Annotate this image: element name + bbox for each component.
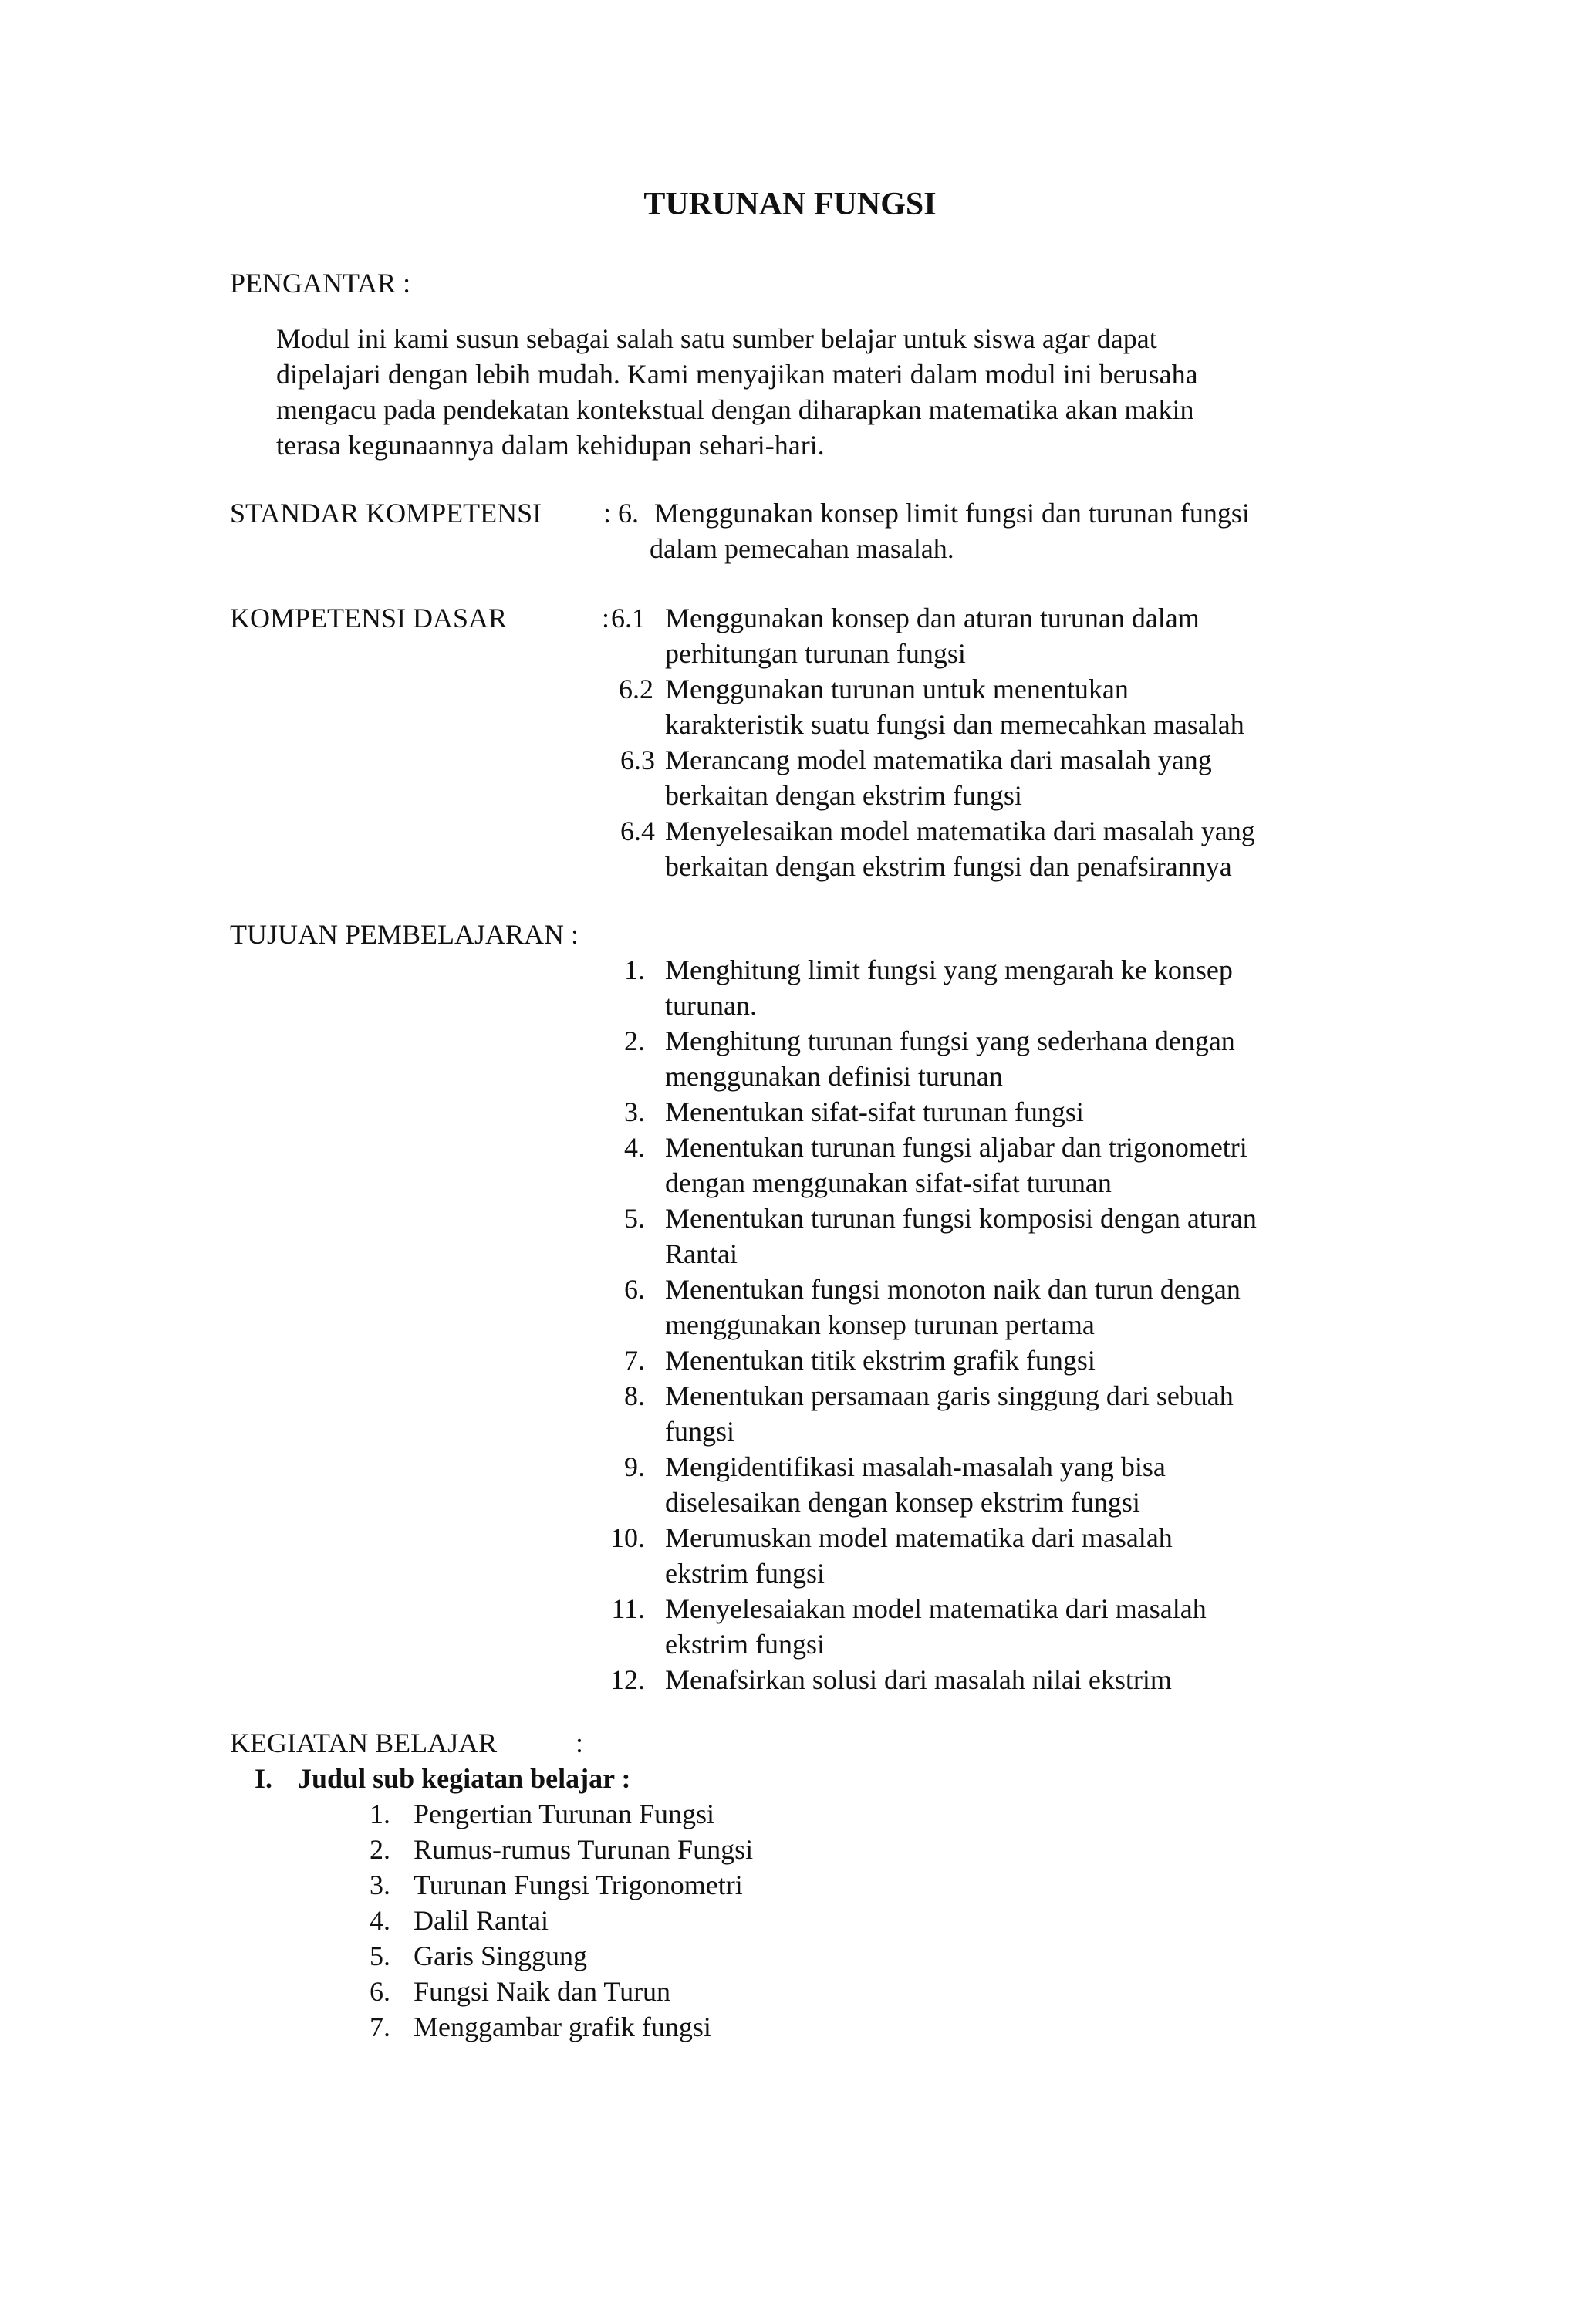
standar-kompetensi-label: STANDAR KOMPETENSI [230,498,542,529]
tujuan-text: Menyelesaiakan model matematika dari masalah [665,1593,1207,1624]
tujuan-text: Menentukan turunan fungsi aljabar dan trigonometri [665,1132,1247,1163]
tujuan-text: Menghitung limit fungsi yang mengarah ke konsep [665,954,1233,985]
kegiatan-item-text: Fungsi Naik dan Turun [414,1976,671,2007]
tujuan-text: Mengidentifikasi masalah-masalah yang bisa [665,1451,1166,1482]
kegiatan-number: 6. [370,1976,390,2007]
tujuan-text: Rantai [665,1238,738,1269]
tujuan-text: diselesaikan dengan konsep ekstrim fungsi [665,1487,1140,1518]
tujuan-text: Menentukan persamaan garis singgung dari sebuah [665,1380,1234,1411]
pengantar-line: mengacu pada pendekatan kontekstual dengan diharapkan matematika akan makin [276,394,1194,425]
tujuan-number: 12. [610,1664,645,1695]
kegiatan-number: 4. [370,1905,390,1936]
kompetensi-dasar-text: Menggunakan turunan untuk menentukan [665,674,1129,704]
tujuan-text: Merumuskan model matematika dari masalah [665,1522,1173,1553]
tujuan-text: Menafsirkan solusi dari masalah nilai ekstrim [665,1664,1172,1695]
tujuan-text: ekstrim fungsi [665,1558,825,1589]
kegiatan-item-text: Turunan Fungsi Trigonometri [414,1870,743,1900]
tujuan-text: menggunakan definisi turunan [665,1061,1003,1092]
kegiatan-item-text: Menggambar grafik fungsi [414,2012,711,2042]
kegiatan-belajar-label: KEGIATAN BELAJAR [230,1728,498,1758]
kompetensi-dasar-text: karakteristik suatu fungsi dan memecahkan masalah [665,709,1244,740]
tujuan-text: Menentukan fungsi monoton naik dan turun dengan [665,1274,1241,1305]
kegiatan-number: 2. [370,1834,390,1865]
tujuan-number: 1. [624,954,645,985]
kompetensi-dasar-text: Menggunakan konsep dan aturan turunan dalam [665,603,1200,633]
kompetensi-dasar-number: 6.3 [620,745,655,775]
tujuan-text: Menentukan sifat-sifat turunan fungsi [665,1096,1084,1127]
kompetensi-dasar-text: berkaitan dengan ekstrim fungsi [665,780,1022,811]
kompetensi-dasar-text: Merancang model matematika dari masalah yang [665,745,1212,775]
standar-kompetensi-line: dalam pemecahan masalah. [650,533,954,564]
pengantar-line: Modul ini kami susun sebagai salah satu sumber belajar untuk siswa agar dapat [276,323,1157,354]
kegiatan-number: 5. [370,1941,390,1971]
tujuan-text: Menentukan turunan fungsi komposisi dengan aturan [665,1203,1257,1234]
kompetensi-dasar-number: 6.4 [620,816,655,846]
tujuan-number: 10. [610,1522,645,1553]
kegiatan-number: 3. [370,1870,390,1900]
kegiatan-belajar-colon: : [576,1728,584,1758]
page-title: TURUNAN FUNGSI [643,187,937,222]
kompetensi-dasar-number: 6.1 [611,603,646,633]
tujuan-number: 4. [624,1132,645,1163]
standar-kompetensi-prefix: : 6. [603,498,640,529]
kompetensi-dasar-text: Menyelesaikan model matematika dari masalah yang [665,816,1255,846]
tujuan-text: menggunakan konsep turunan pertama [665,1309,1095,1340]
tujuan-number: 3. [624,1096,645,1127]
tujuan-number: 8. [624,1380,645,1411]
tujuan-number: 9. [624,1451,645,1482]
kegiatan-item-text: Pengertian Turunan Fungsi [414,1799,715,1829]
tujuan-text: Menentukan titik ekstrim grafik fungsi [665,1345,1096,1376]
kompetensi-dasar-text: berkaitan dengan ekstrim fungsi dan penafsirannya [665,851,1232,882]
tujuan-text: turunan. [665,990,757,1021]
tujuan-number: 11. [611,1593,645,1624]
kompetensi-dasar-number: 6.2 [619,674,653,704]
tujuan-text: fungsi [665,1416,734,1447]
pengantar-heading: PENGANTAR : [230,268,411,299]
tujuan-pembelajaran-label: TUJUAN PEMBELAJARAN : [230,919,579,950]
tujuan-number: 7. [624,1345,645,1376]
kegiatan-item-text: Dalil Rantai [414,1905,549,1936]
kegiatan-item-text: Rumus-rumus Turunan Fungsi [414,1834,754,1865]
tujuan-text: ekstrim fungsi [665,1629,825,1660]
pengantar-line: dipelajari dengan lebih mudah. Kami menyajikan materi dalam modul ini berusaha [276,359,1198,390]
kegiatan-item-text: Garis Singgung [414,1941,587,1971]
tujuan-text: Menghitung turunan fungsi yang sederhana dengan [665,1025,1235,1056]
kegiatan-number: 1. [370,1799,390,1829]
tujuan-text: dengan menggunakan sifat-sifat turunan [665,1167,1112,1198]
sub-kegiatan-heading: Judul sub kegiatan belajar : [298,1763,631,1794]
standar-kompetensi-line: Menggunakan konsep limit fungsi dan turunan fungsi [654,498,1250,529]
kompetensi-dasar-text: perhitungan turunan fungsi [665,638,966,669]
pengantar-line: terasa kegunaannya dalam kehidupan sehari-hari. [276,430,825,461]
tujuan-number: 6. [624,1274,645,1305]
tujuan-number: 5. [624,1203,645,1234]
kompetensi-dasar-label: KOMPETENSI DASAR [230,603,508,633]
tujuan-number: 2. [624,1025,645,1056]
kegiatan-number: 7. [370,2012,390,2042]
sub-kegiatan-number: I. [255,1763,273,1794]
pengantar-paragraph [276,321,1356,463]
kompetensi-dasar-colon: : [602,603,610,633]
